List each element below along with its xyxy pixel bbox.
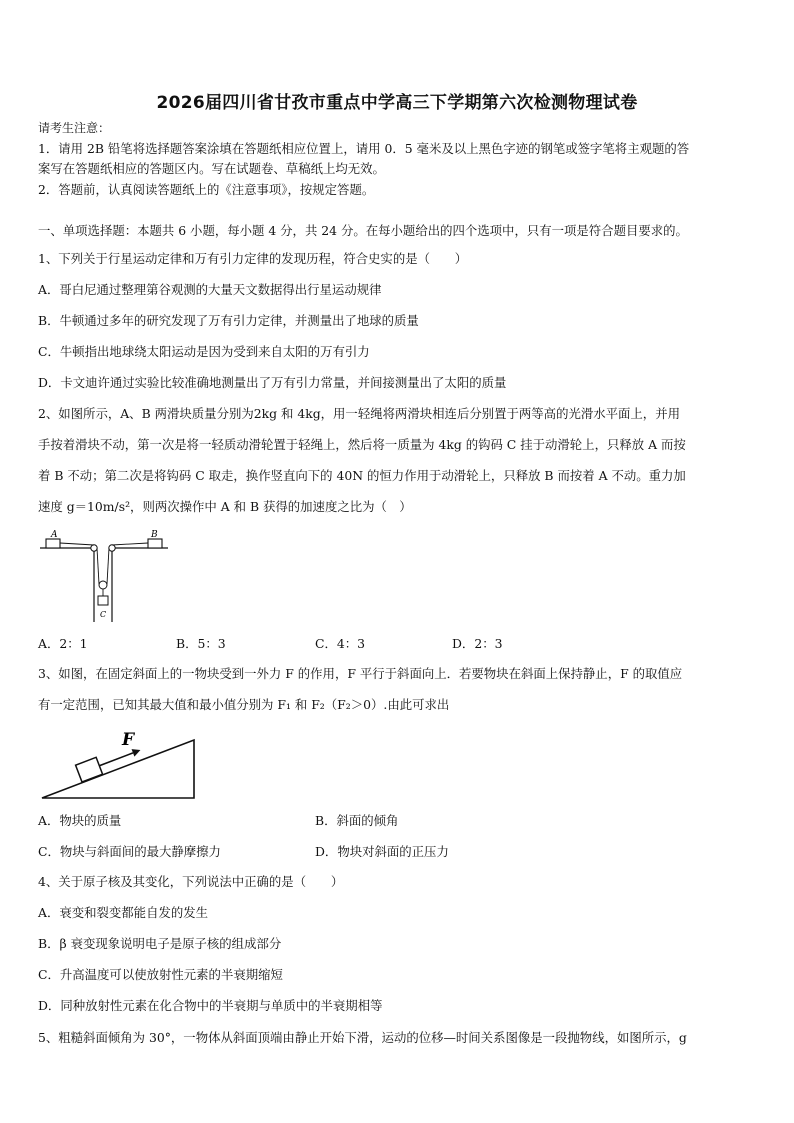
notice-item: 2．答题前，认真阅读答题纸上的《注意事项》，按规定答题。	[38, 182, 375, 197]
question-1-option-c: C．牛顿指出地球绕太阳运动是因为受到来自太阳的万有引力	[38, 344, 370, 359]
question-4-option-b: B．β 衰变现象说明电子是原子核的组成部分	[38, 936, 282, 951]
question-4-option-d: D．同种放射性元素在化合物中的半衰期与单质中的半衰期相等	[38, 998, 383, 1013]
pulley-figure	[36, 528, 176, 624]
page-title: 2026届四川省甘孜市重点中学高三下学期第六次检测物理试卷	[156, 93, 638, 113]
question-2-option-d: D．2：3	[452, 636, 503, 651]
section-heading: 一、单项选择题：本题共 6 小题，每小题 4 分，共 24 分。在每小题给出的四个选项中，只有一项是符合题目要求的。	[38, 223, 688, 238]
notice-heading: 请考生注意：	[38, 121, 111, 135]
question-3-option-a: A．物块的质量	[38, 813, 122, 828]
question-2-line: 着 B 不动；第二次是将钩码 C 取走，换作竖直向下的 40N 的恒力作用于动滑轮上，只释放 B 而按着 A 不动。重力加	[38, 468, 686, 483]
question-1-stem: 1、下列关于行星运动定律和万有引力定律的发现历程，符合史实的是（ ）	[38, 251, 468, 266]
notice-item: 案写在答题纸相应的答题区内。写在试题卷、草稿纸上均无效。	[38, 161, 385, 176]
weight-c	[98, 596, 108, 605]
question-1-option-a: A．哥白尼通过整理第谷观测的大量天文数据得出行星运动规律	[38, 282, 382, 297]
block-a	[46, 539, 60, 548]
left-pulley	[91, 545, 97, 551]
movable-pulley	[99, 581, 107, 589]
question-4-option-c: C．升高温度可以使放射性元素的半衰期缩短	[38, 967, 283, 982]
force-label: F	[122, 730, 135, 750]
question-3-line: 3、如图，在固定斜面上的一物块受到一外力 F 的作用，F 平行于斜面向上．若要物块在斜面上保持静止，F 的取值应	[38, 666, 683, 681]
label-b: B	[151, 530, 158, 540]
question-3-option-d: D．物块对斜面的正压力	[315, 844, 449, 859]
right-pulley	[109, 545, 115, 551]
notice-item: 1．请用 2B 铅笔将选择题答案涂填在答题纸相应位置上，请用 0．5 毫米及以上黑色字迹的钢笔或签字笔将主观题的答	[38, 141, 690, 156]
question-2-line: 2、如图所示，A、B 两滑块质量分别为2kg 和 4kg，用一轻绳将两滑块相连后分别置于两等高的光滑水平面上，并用	[38, 406, 680, 421]
rope-a	[60, 543, 94, 545]
question-2-line: 手按着滑块不动，第一次是将一轻质动滑轮置于轻绳上，然后将一质量为 4kg 的钩码 C 挂于动滑轮上，只释放 A 而按	[38, 437, 686, 452]
question-5-stem: 5、粗糙斜面倾角为 30°，一物体从斜面顶端由静止开始下滑，运动的位移—时间关系图像是一段抛物线，如图所示，g	[38, 1030, 687, 1045]
block-b	[148, 539, 162, 548]
question-3-line: 有一定范围，已知其最大值和最小值分别为 F₁ 和 F₂（F₂＞0）.由此可求出	[38, 697, 450, 712]
rope-right-down	[107, 548, 109, 584]
question-2-option-a: A．2：1	[38, 636, 88, 651]
question-2-option-c: C．4：3	[315, 636, 366, 651]
question-2-line: 速度 g＝10m/s²，则两次操作中 A 和 B 获得的加速度之比为（ ）	[38, 499, 412, 514]
incline	[42, 740, 194, 798]
rope-left-down	[97, 548, 99, 584]
question-3-option-b: B．斜面的倾角	[315, 813, 399, 828]
label-a: A	[51, 530, 58, 540]
label-c: C	[100, 610, 107, 619]
question-4-option-a: A．衰变和裂变都能自发的发生	[38, 905, 209, 920]
question-3-option-c: C．物块与斜面间的最大静摩擦力	[38, 844, 221, 859]
question-1-option-b: B．牛顿通过多年的研究发现了万有引力定律，并测量出了地球的质量	[38, 313, 419, 328]
rope-b	[112, 543, 148, 545]
question-4-stem: 4、关于原子核及其变化，下列说法中正确的是（ ）	[38, 874, 344, 889]
force-arrow-shaft	[99, 753, 133, 766]
question-2-option-b: B．5：3	[176, 636, 226, 651]
incline-figure	[38, 726, 198, 802]
question-1-option-d: D．卡文迪许通过实验比较准确地测量出了万有引力常量，并间接测量出了太阳的质量	[38, 375, 507, 390]
